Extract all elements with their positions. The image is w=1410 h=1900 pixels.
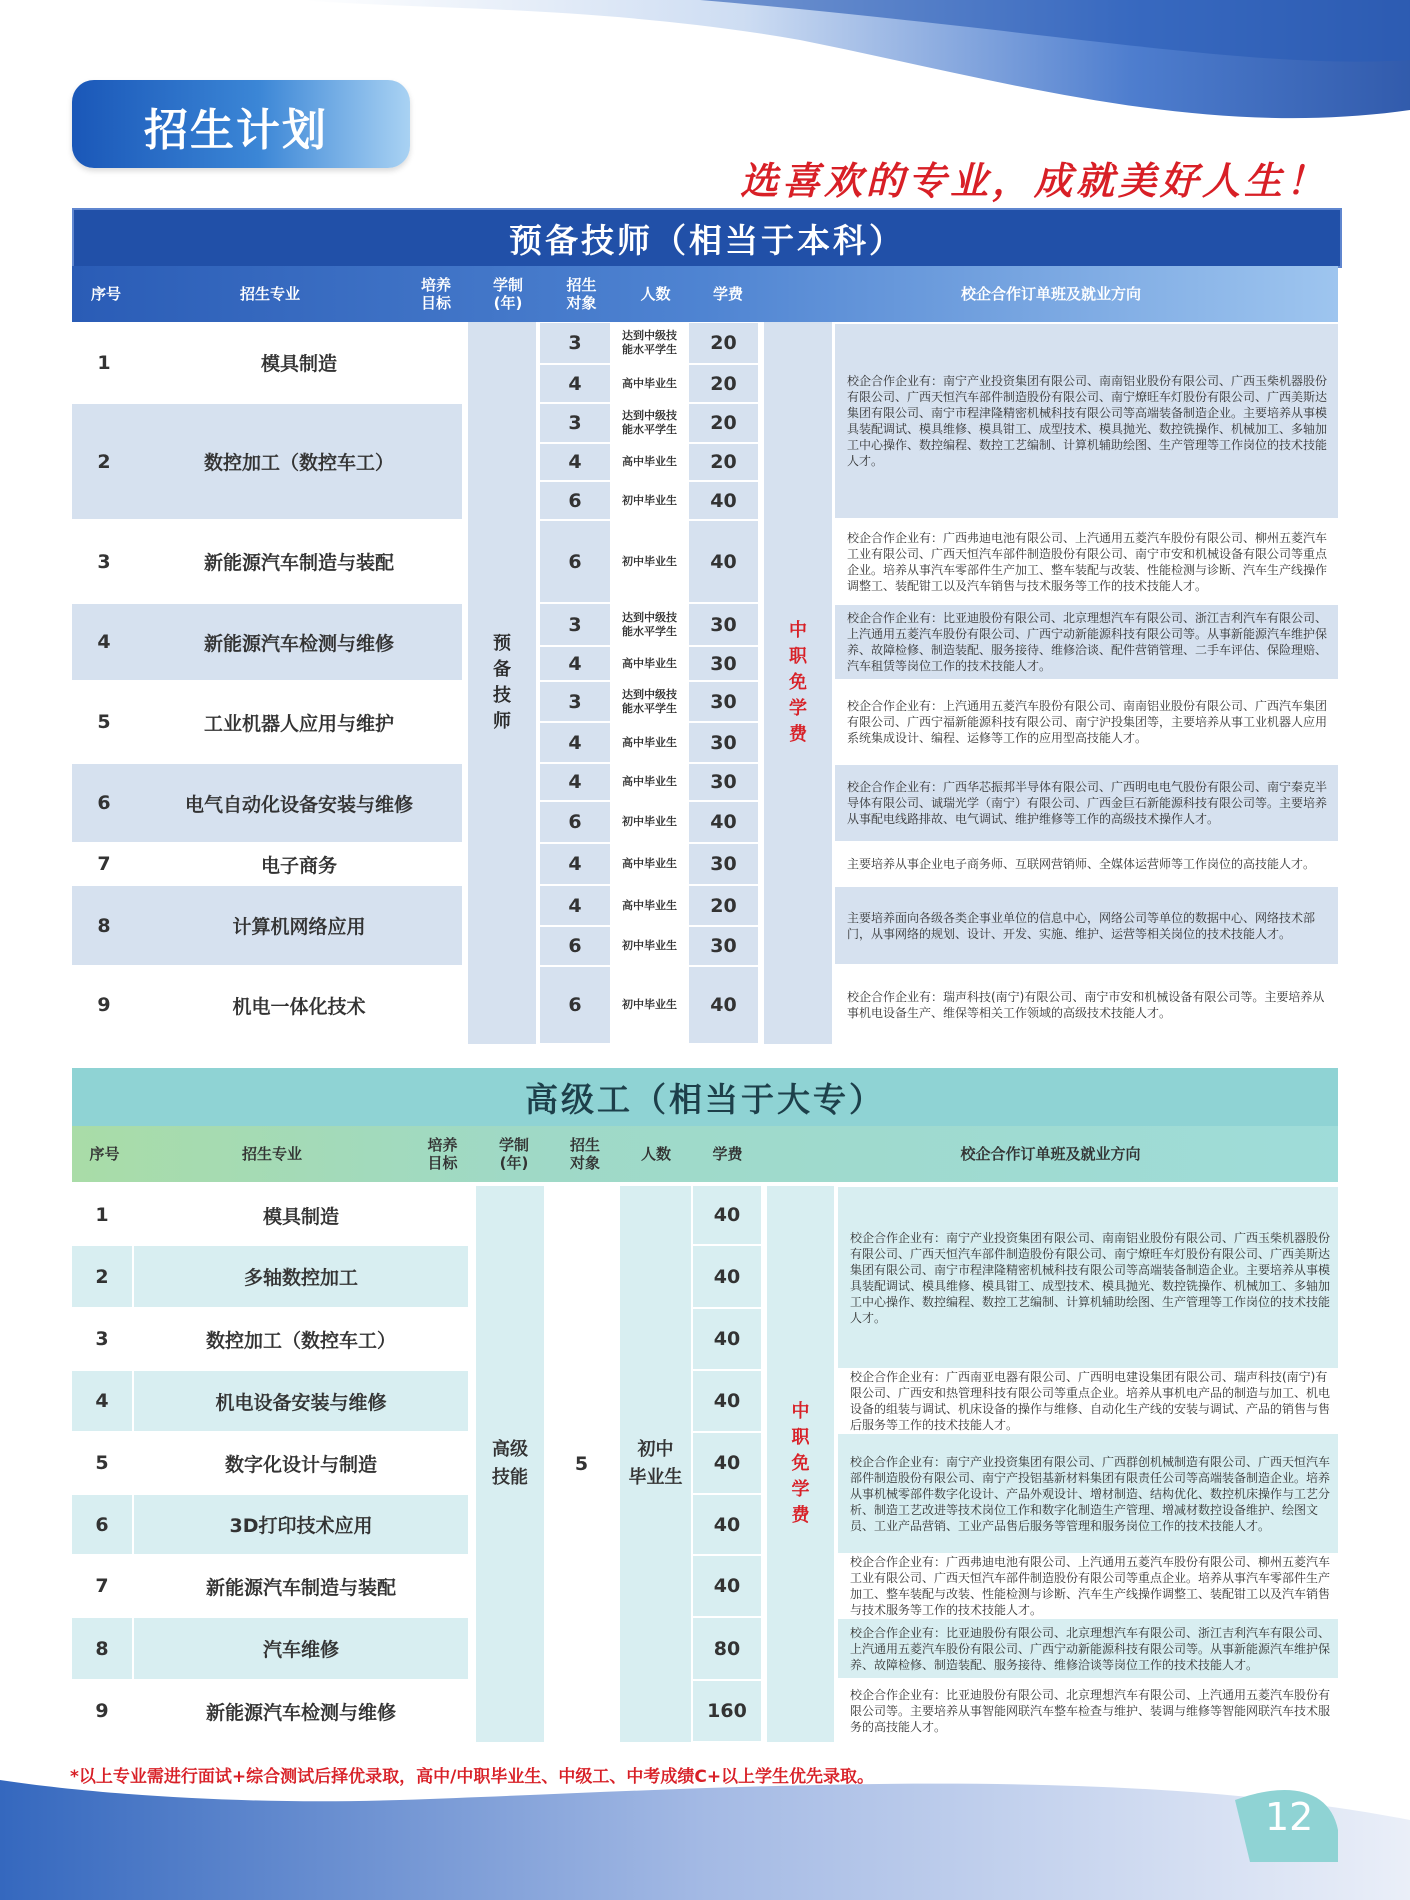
table-cell-count: 40 (693, 1556, 761, 1616)
table-cell-count: 30 (689, 844, 758, 884)
table-cell-direction: 校企合作企业有：南宁产业投资集团有限公司、广西群创机械制造有限公司、广西天恒汽车部件制造股份有限公司、南宁产投铝基新材料集团有限责任公司等高端装备制造企业。培养从事机械零部件数字化设计、产品外观设计、增材制造、结构优化、数控机床操作与工艺分析、制造工艺改进等技术岗位工作和数字化制造生产管理、增减材数控设备维护、绘图文员、工业产品营销、工业产品售后服务等管理和服务岗位工作的技术技能人才。 (838, 1434, 1338, 1553)
table-cell-years: 4 (540, 444, 610, 480)
table-cell-major: 工业机器人应用与维护 (136, 682, 462, 762)
col-goal: 培养 目标 (427, 1136, 458, 1172)
table-cell-direction: 校企合作企业有：广西弗迪电池有限公司、上汽通用五菱汽车股份有限公司、柳州五菱汽车工业有限公司、广西天恒汽车部件制造股份有限公司、南宁市安和机械设备有限公司等重点企业。培养从事汽车零部件生产加工、整车装配与改装、性能检测与诊断、汽车生产线操作调整工、装配钳工以及汽车销售与技术服务等工作的技术技能人才。 (835, 522, 1338, 601)
table-cell-no: 8 (72, 1618, 132, 1679)
table-cell-direction: 主要培养面向各级各类企事业单位的信息中心，网络公司等单位的数据中心、网络技术部门，从事网络的规划、设计、开发、实施、维护、运营等相关岗位的技术技能人才。 (835, 887, 1338, 964)
table-cell-no: 5 (72, 682, 136, 762)
table-cell-no: 5 (72, 1433, 132, 1493)
table-cell-count: 40 (693, 1186, 761, 1244)
table-cell-count: 20 (689, 886, 758, 925)
col-years: 学制 (年) (498, 1136, 529, 1172)
table-cell-major: 汽车维修 (134, 1618, 468, 1679)
col-no: 序号 (89, 1145, 120, 1163)
table-cell-years: 5 (545, 1186, 618, 1742)
table-cell-fee: 中 职 免 学 费 (767, 1186, 834, 1742)
table-cell-no: 4 (72, 1371, 132, 1431)
table-cell-no: 4 (72, 604, 136, 680)
table-cell-years: 4 (540, 647, 610, 680)
table-cell-major: 数字化设计与制造 (134, 1433, 468, 1493)
section-title-badge (72, 80, 410, 168)
table-cell-no: 7 (72, 1556, 132, 1616)
table-cell-major: 机电一体化技术 (136, 967, 462, 1043)
col-major: 招生专业 (239, 285, 300, 303)
table-cell-major: 计算机网络应用 (136, 886, 462, 965)
table-cell-target: 达到中级技 能水平学生 (614, 323, 685, 363)
col-count: 人数 (640, 1145, 671, 1163)
table-cell-no: 1 (72, 1186, 132, 1244)
table-cell-no: 8 (72, 886, 136, 965)
table-cell-years: 4 (540, 365, 610, 402)
table-cell-target: 高中毕业生 (614, 365, 685, 402)
table-cell-no: 9 (72, 1681, 132, 1741)
table-cell-direction: 校企合作企业有：南宁产业投资集团有限公司、南南铝业股份有限公司、广西玉柴机器股份有限公司、广西天恒汽车部件制造股份有限公司、南宁燎旺车灯股份有限公司、广西美斯达集团有限公司、南宁市程津隆精密机械科技有限公司等高端装备制造企业。主要培养从事模具装配调试、模具维修、模具钳工、成型技术、模具抛光、数控铣操作、机械加工、多轴加工中心操作、数控编程、数控工艺编制、计算机辅助绘图、生产管理等工作岗位的技术技能人才。 (835, 324, 1338, 518)
table-cell-count: 40 (693, 1309, 761, 1369)
table-cell-target: 初中毕业生 (614, 967, 685, 1043)
table-cell-count: 40 (693, 1371, 761, 1431)
table-cell-years: 6 (540, 521, 610, 602)
table-cell-count: 40 (689, 521, 758, 602)
table-cell-direction: 主要培养从事企业电子商务师、互联网营销师、全媒体运营师等工作岗位的高技能人才。 (835, 845, 1338, 883)
table-cell-count: 30 (689, 647, 758, 680)
table-cell-major: 数控加工（数控车工） (136, 404, 462, 519)
table-cell-years: 4 (540, 723, 610, 762)
table-cell-no: 7 (72, 844, 136, 884)
table-cell-major: 数控加工（数控车工） (134, 1309, 468, 1369)
table-cell-direction: 校企合作企业有：南宁产业投资集团有限公司、南南铝业股份有限公司、广西玉柴机器股份有限公司、广西天恒汽车部件制造股份有限公司、南宁燎旺车灯股份有限公司、广西美斯达集团有限公司、南宁市程津隆精密机械科技有限公司等高端装备制造企业。主要培养从事模具装配调试、模具维修、模具钳工、成型技术、模具抛光、数控铣操作、机械加工、多轴加工中心操作、数控编程、数控工艺编制、计算机辅助绘图、生产管理等工作岗位的技术技能人才。 (838, 1187, 1338, 1368)
table-cell-count: 40 (689, 967, 758, 1043)
col-direction: 校企合作订单班及就业方向 (960, 285, 1141, 303)
col-major: 招生专业 (241, 1145, 302, 1163)
table-cell-count: 20 (689, 323, 758, 363)
table-cell-count: 40 (689, 482, 758, 519)
table-cell-years: 6 (540, 802, 610, 842)
table-cell-years: 6 (540, 967, 610, 1043)
table-cell-count: 20 (689, 404, 758, 442)
table-cell-no: 3 (72, 1309, 132, 1369)
table1-title: 预备技师（相当于本科） (72, 208, 1342, 268)
table-cell-major: 多轴数控加工 (134, 1246, 468, 1307)
table-cell-major: 新能源汽车制造与装配 (134, 1556, 468, 1616)
table2-title: 高级工（相当于大专） (72, 1068, 1338, 1126)
table-cell-count: 40 (693, 1246, 761, 1307)
table1-header (72, 266, 1338, 322)
table-cell-target: 初中毕业生 (614, 521, 685, 602)
table-cell-count: 40 (693, 1433, 761, 1493)
col-target: 招生 对象 (569, 1136, 600, 1172)
table-cell-count: 160 (693, 1681, 761, 1741)
table-cell-years: 4 (540, 764, 610, 800)
table-cell-no: 2 (72, 404, 136, 519)
table-cell-goal: 预 备 技 师 (468, 322, 536, 1044)
col-no: 序号 (90, 285, 121, 303)
table-cell-target: 高中毕业生 (614, 886, 685, 925)
table-cell-major: 模具制造 (134, 1186, 468, 1244)
table-cell-major: 3D打印技术应用 (134, 1495, 468, 1554)
table-cell-target: 高中毕业生 (614, 444, 685, 480)
table-cell-years: 4 (540, 844, 610, 884)
table-cell-target: 高中毕业生 (614, 723, 685, 762)
table-cell-count: 30 (689, 604, 758, 645)
footnote: *以上专业需进行面试+综合测试后择优录取，高中/中职毕业生、中级工、中考成绩C+以上学生优先录取。 (70, 1767, 875, 1787)
table-cell-no: 6 (72, 764, 136, 842)
table-cell-major: 新能源汽车检测与维修 (136, 604, 462, 680)
table-cell-target: 达到中级技 能水平学生 (614, 604, 685, 645)
table-cell-no: 9 (72, 967, 136, 1043)
table-cell-target: 高中毕业生 (614, 764, 685, 800)
table-cell-fee: 中 职 免 学 费 (764, 322, 832, 1044)
table-cell-years: 3 (540, 682, 610, 721)
table-cell-major: 电气自动化设备安装与维修 (136, 764, 462, 842)
table-cell-count: 80 (693, 1618, 761, 1679)
table-cell-years: 3 (540, 323, 610, 363)
table-cell-direction: 校企合作企业有：比亚迪股份有限公司、北京理想汽车有限公司、上汽通用五菱汽车股份有限公司等。主要培养从事智能网联汽车整车检查与维护、装调与维修等智能网联汽车技术服务的高技能人才。 (838, 1682, 1338, 1740)
col-goal: 培养 目标 (420, 276, 451, 312)
table-cell-major: 新能源汽车检测与维修 (134, 1681, 468, 1741)
table-cell-years: 6 (540, 482, 610, 519)
table-cell-no: 6 (72, 1495, 132, 1554)
table-cell-major: 模具制造 (136, 323, 462, 402)
col-fee: 学费 (712, 285, 743, 303)
table-cell-target: 初中 毕业生 (620, 1186, 691, 1742)
table-cell-years: 6 (540, 927, 610, 965)
table-cell-major: 电子商务 (136, 844, 462, 884)
table-cell-direction: 校企合作企业有：瑞声科技(南宁)有限公司、南宁市安和机械设备有限公司等。主要培养从事机电设备生产、维保等相关工作领域的高级技术技能人才。 (835, 968, 1338, 1042)
table-cell-count: 40 (693, 1495, 761, 1554)
table-cell-count: 30 (689, 927, 758, 965)
col-fee: 学费 (712, 1145, 743, 1163)
table-cell-years: 3 (540, 604, 610, 645)
table-cell-target: 初中毕业生 (614, 802, 685, 842)
table-cell-no: 2 (72, 1246, 132, 1307)
table-cell-count: 30 (689, 682, 758, 721)
table-cell-major: 新能源汽车制造与装配 (136, 521, 462, 602)
table-cell-years: 3 (540, 404, 610, 442)
table-cell-target: 高中毕业生 (614, 647, 685, 680)
table-cell-target: 达到中级技 能水平学生 (614, 404, 685, 442)
table-cell-goal: 高级 技能 (476, 1186, 544, 1742)
col-target: 招生 对象 (566, 276, 597, 312)
table-cell-direction: 校企合作企业有：广西南亚电器有限公司、广西明电建设集团有限公司、瑞声科技(南宁)有限公司、广西安和热管理科技有限公司等重点企业。培养从事机电产品的制造与加工、机电设备的组装与调试、机床设备的操作与维修、自动化生产线的安装与调试、产品的销售与售后服务等工作的技术技能人才。 (838, 1372, 1338, 1430)
table-cell-count: 40 (689, 802, 758, 842)
table-cell-target: 初中毕业生 (614, 482, 685, 519)
table-cell-count: 20 (689, 365, 758, 402)
col-years: 学制 (年) (492, 276, 523, 312)
table-cell-target: 达到中级技 能水平学生 (614, 682, 685, 721)
table-cell-direction: 校企合作企业有：比亚迪股份有限公司、北京理想汽车有限公司、浙江吉利汽车有限公司、上汽通用五菱汽车股份有限公司、广西宁动新能源科技有限公司等。从事新能源汽车维护保养、故障检修、制造装配、服务接待、维修洽谈、配件营销管理、二手车评估、保险理赔、汽车租赁等岗位工作的技术技能人才。 (835, 605, 1338, 679)
table-cell-count: 30 (689, 764, 758, 800)
section-title: 招生计划 (144, 105, 328, 156)
table-cell-no: 3 (72, 521, 136, 602)
table-cell-count: 20 (689, 444, 758, 480)
table-cell-direction: 校企合作企业有：比亚迪股份有限公司、北京理想汽车有限公司、浙江吉利汽车有限公司、上汽通用五菱汽车股份有限公司、广西宁动新能源科技有限公司等。从事新能源汽车维护保养、故障检修、制造装配、服务接待、维修洽谈等岗位工作的技术技能人才。 (838, 1619, 1338, 1678)
table-cell-direction: 校企合作企业有：上汽通用五菱汽车股份有限公司、南南铝业股份有限公司、广西汽车集团有限公司、广西宁福新能源科技有限公司、南宁沪投集团等，主要培养从事工业机器人应用系统集成设计、编程、运修等工作的应用型高技能人才。 (835, 683, 1338, 761)
table-cell-target: 高中毕业生 (614, 844, 685, 884)
slogan: 选喜欢的专业，成就美好人生！ (740, 158, 1329, 203)
table-cell-direction: 校企合作企业有：广西华芯振邦半导体有限公司、广西明电电气股份有限公司、南宁秦克半导体有限公司、诚瑞光学（南宁）有限公司、广西金巨石新能源科技有限公司等。主要培养从事配电线路排故、电气调试、维护维修等工作的高级技术操作人才。 (835, 765, 1338, 841)
table-cell-major: 机电设备安装与维修 (134, 1371, 468, 1431)
table-cell-years: 4 (540, 886, 610, 925)
table2-header (72, 1126, 1338, 1182)
col-direction: 校企合作订单班及就业方向 (960, 1145, 1141, 1163)
col-count: 人数 (640, 285, 671, 303)
table-cell-direction: 校企合作企业有：广西弗迪电池有限公司、上汽通用五菱汽车股份有限公司、柳州五菱汽车工业有限公司、广西天恒汽车部件制造股份有限公司等重点企业。培养从事汽车零部件生产加工、整车装配与改装、性能检测与诊断、汽车生产线操作调整工、装配钳工以及汽车销售与技术服务等工作的技术技能人才。 (838, 1557, 1338, 1615)
table-cell-target: 初中毕业生 (614, 927, 685, 965)
page-number: 12 (1265, 1795, 1314, 1839)
table-cell-count: 30 (689, 723, 758, 762)
table-cell-no: 1 (72, 323, 136, 402)
